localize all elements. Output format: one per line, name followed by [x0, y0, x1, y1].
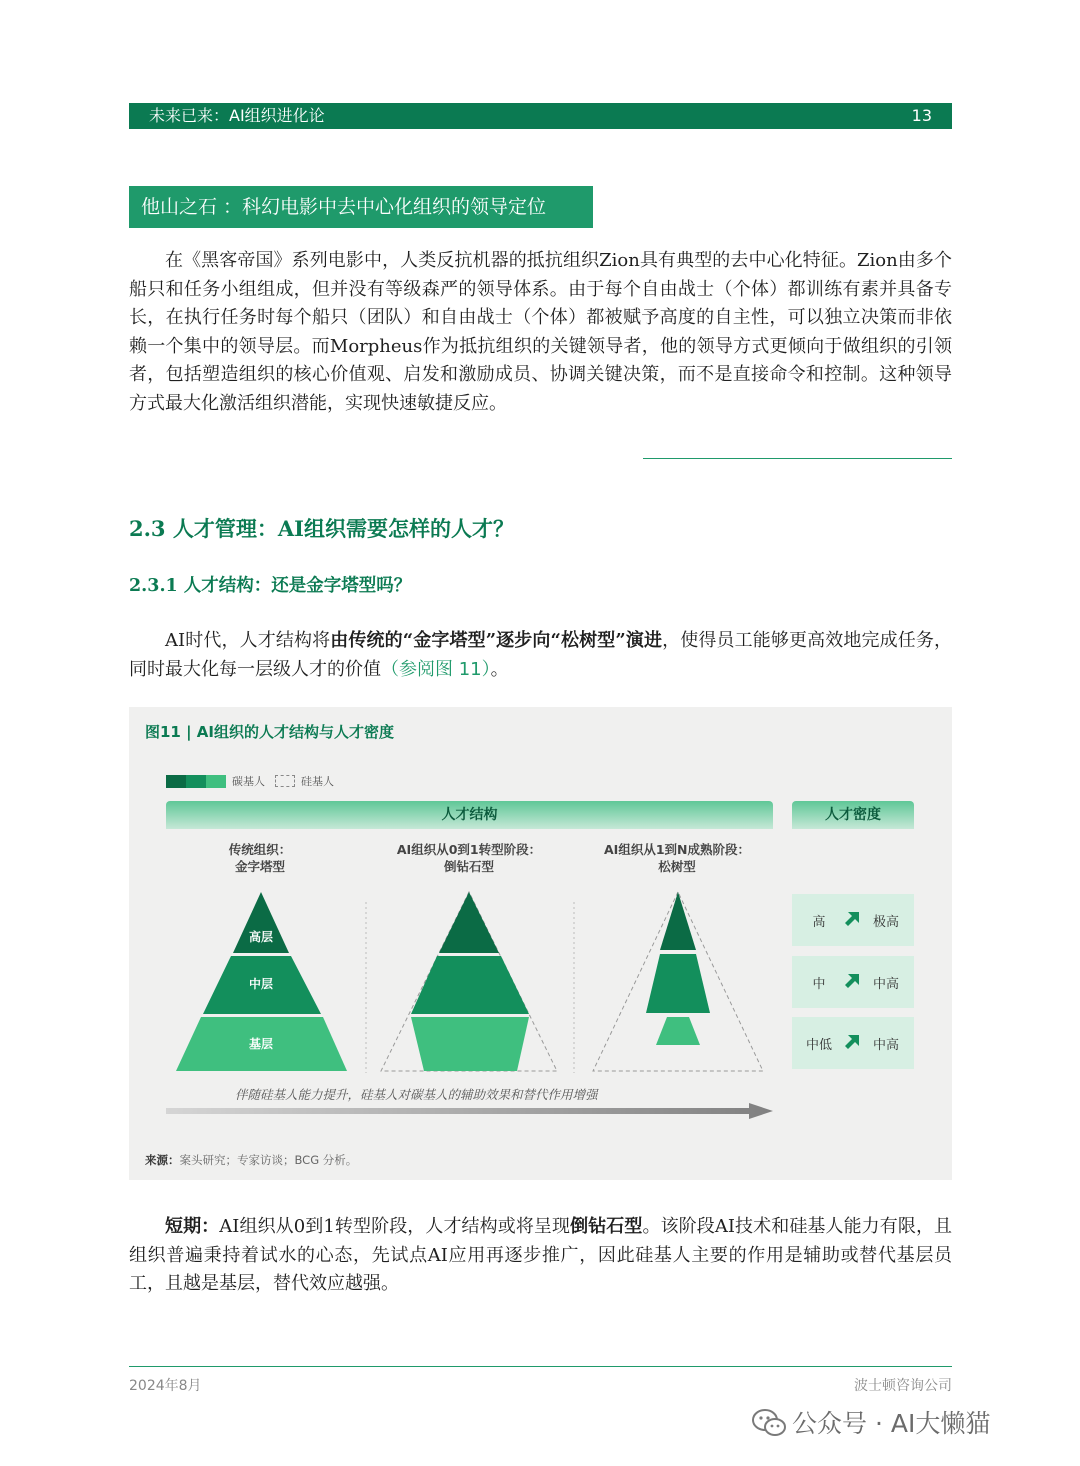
- stage-1-line2: 金字塔型: [234, 859, 285, 874]
- figure-title: 图11 | AI组织的人才结构与人才密度: [145, 723, 394, 741]
- watermark-text: 公众号 · AI大懒猫: [792, 1409, 991, 1438]
- density-row-3: [792, 1017, 914, 1069]
- intro-paragraph: [129, 627, 952, 684]
- page-number: 13: [911, 106, 932, 125]
- stage-3-line1: AI组织从1到N成熟阶段：: [604, 842, 750, 857]
- band-structure: 人才结构: [166, 801, 773, 829]
- stage-2-line1: AI组织从0到1转型阶段：: [396, 842, 542, 857]
- short-term-text-1: AI组织从0到1转型阶段，人才结构或将呈现: [219, 1216, 571, 1237]
- subsection-heading: 2.3.1 人才结构：还是金字塔型吗？: [129, 576, 412, 596]
- watermark: [752, 1404, 990, 1440]
- box-end-rule: [643, 458, 952, 459]
- up-right-arrow-icon: [844, 911, 860, 927]
- running-header: [129, 103, 952, 129]
- wechat-icon: [752, 1408, 786, 1438]
- density-to-3: 中高: [872, 1038, 899, 1053]
- up-right-arrow-icon: [844, 1034, 860, 1050]
- band-density: 人才密度: [792, 801, 914, 829]
- layer-label-top: 高层: [248, 930, 274, 944]
- footer-date: 2024年8月: [129, 1378, 202, 1394]
- diamond-middle-layer: [411, 956, 529, 1014]
- pine-middle-layer: [646, 954, 710, 1013]
- legend-carbon-label: 碳基人: [232, 775, 265, 788]
- layer-label-middle: 中层: [248, 977, 274, 991]
- pine-base-layer: [656, 1017, 700, 1045]
- density-row-1: [792, 894, 914, 946]
- diamond-base-layer: [411, 1017, 529, 1071]
- short-term-label: 短期：: [165, 1216, 220, 1237]
- short-term-paragraph: [129, 1213, 952, 1299]
- density-from-2: 中: [812, 977, 826, 992]
- section-heading: 2.3 人才管理：AI组织需要怎样的人才？: [129, 516, 514, 541]
- box-title: 他山之石 ：科幻电影中去中心化组织的领导定位: [129, 186, 593, 228]
- short-term-emphasis: 倒钻石型: [570, 1216, 643, 1237]
- figure-11: [129, 707, 952, 1180]
- legend-silicon-label: 硅基人: [301, 775, 334, 788]
- footer-rule: [129, 1366, 952, 1367]
- arrow-caption: 伴随硅基人能力提升，硅基人对碳基人的辅助效果和替代作用增强: [235, 1087, 598, 1102]
- source-text: 案头研究；专家访谈；BCG 分析。: [179, 1153, 358, 1167]
- progress-arrow: [166, 1103, 773, 1119]
- box-body: 在《黑客帝国》系列电影中，人类反抗机器的抵抗组织Zion具有典型的去中心化特征。Zion由多个船只和任务小组组成，但并没有等级森严的领导体系。由于每个自由战士（个体）都训练有素并具备专长，在执行任务时每个船只（团队）和自由战士（个体）都被赋予高度的自主性，可以独立决策而非依赖一个集中的领导层。而Morpheus作为抵抗组织的关键领导者，他的领导方式更倾向于做组织的引领者，包括塑造组织的核心价值观、启发和激励成员、协调关键决策，而不是直接命令和控制。这种领导方式最大化激活组织潜能，实现快速敏捷反应。: [129, 250, 952, 414]
- density-from-1: 高: [812, 915, 826, 930]
- figure-reference-link[interactable]: （参阅图 11）: [381, 658, 491, 680]
- intro-text-2: ，使得员工能够更高效地完成任务，同时最大化每一层级人才的价值: [129, 630, 953, 680]
- stage-3-line2: 松树型: [658, 859, 696, 874]
- intro-text-1: AI时代，人才结构将: [165, 630, 331, 651]
- source-label: 来源：: [145, 1153, 180, 1167]
- density-from-3: 中低: [805, 1038, 832, 1053]
- short-term-text-2: 。该阶段AI技术和硅基人能力有限，且组织普遍秉持着试水的心态，先试点AI应用再逐步推广，因此硅基人主要的作用是辅助或替代基层员工，且越是基层，替代效应越强。: [129, 1216, 953, 1294]
- density-to-1: 极高: [872, 915, 899, 930]
- header-title: 未来已来：AI组织进化论: [149, 106, 325, 125]
- density-row-2: [792, 956, 914, 1008]
- intro-text-3: 。: [490, 658, 509, 680]
- stage-2-line2: 倒钻石型: [443, 859, 494, 874]
- up-right-arrow-icon: [844, 973, 860, 989]
- density-to-2: 中高: [872, 977, 899, 992]
- diamond-top-layer: [439, 892, 499, 953]
- pine-top-layer: [660, 892, 696, 950]
- figure-source: [145, 1152, 357, 1168]
- stage-1-line1: 传统组织：: [228, 842, 292, 857]
- footer-company: 波士顿咨询公司: [854, 1378, 952, 1394]
- layer-label-base: 基层: [248, 1037, 274, 1051]
- intro-emphasis: 由传统的“金字塔型”逐步向“松树型”演进: [330, 630, 663, 651]
